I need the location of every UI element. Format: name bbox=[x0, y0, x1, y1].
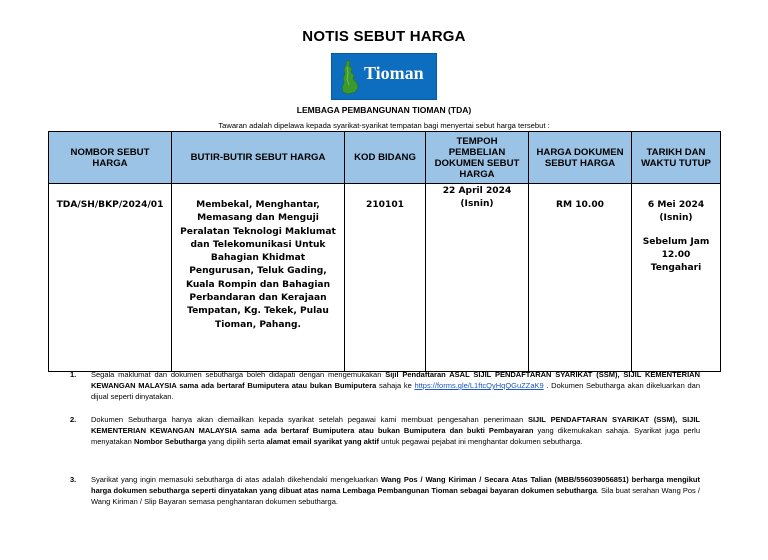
note-number: 3. bbox=[70, 475, 77, 484]
cell-tarikh bbox=[632, 184, 721, 372]
agency-name: LEMBAGA PEMBANGUNAN TIOMAN (TDA) bbox=[296, 105, 472, 115]
header-tarikh: TARIKH DAN WAKTU TUTUP bbox=[632, 132, 721, 184]
tempoh-date: 22 April 2024 bbox=[442, 186, 512, 196]
tarikh-date: 6 Mei 2024 bbox=[647, 200, 705, 210]
note-2 bbox=[70, 414, 700, 447]
tempoh-day: (Isnin) bbox=[460, 199, 494, 210]
logo-text: Tioman bbox=[364, 63, 424, 83]
tarikh-time: Sebelum Jam 12.00 Tengahari bbox=[642, 236, 710, 274]
tarikh-day: (Isnin) bbox=[659, 213, 693, 224]
page-title: NOTIS SEBUT HARGA bbox=[302, 28, 466, 45]
quotation-table bbox=[48, 131, 721, 372]
note-1 bbox=[70, 369, 700, 402]
header-tempoh: TEMPOH PEMBELIAN DOKUMEN SEBUT HARGA bbox=[426, 132, 529, 184]
note-body: Dokumen Sebutharga hanya akan diemailkan kepada syarikat setelah pegawai kami membuat pengesahan penerimaan SIJIL PENDAFTARAN SYARIKAT (SSM), SIJIL KEMENTERIAN KEWANGAN MALAYSIA sama ada bertaraf Bumiputera atau bukan Bumiputera dan bukti Pembayaran yang dikemukakan sahaja. Syarikat juga perlu menyatakan Nombor Sebutharga yang dipilih serta alamat email syarikat yang aktif untuk pegawai pejabat ini menghantar dokumen sebutharga. bbox=[91, 415, 701, 446]
note-number: 2. bbox=[70, 415, 77, 424]
tioman-logo bbox=[331, 53, 437, 100]
island-icon bbox=[340, 59, 360, 95]
header-butir: BUTIR-BUTIR SEBUT HARGA bbox=[172, 132, 345, 184]
table-row bbox=[49, 184, 721, 372]
intro-text: Tawaran adalah dipelawa kepada syarikat-syarikat tempatan bagi menyertai sebut harga tersebut : bbox=[218, 121, 550, 130]
note-body: Segala maklumat dan dokumen sebutharga boleh didapati dengan mengemukakan Sijil Pendaftaran ASAL SIJIL PENDAFTARAN SYARIKAT (SSM), SIJIL KEMENTERIAN KEWANGAN MALAYSIA sama ada bertaraf Bumiputera atau bukan Bumiputera sahaja ke https://forms.gle/L1ftcQyHqQGuZZaK9 . Dokumen Sebutharga akan dikeluarkan dan dijual seperti dinyatakan. bbox=[91, 370, 700, 401]
header-nombor: NOMBOR SEBUT HARGA bbox=[49, 132, 172, 184]
header-kod: KOD BIDANG bbox=[345, 132, 426, 184]
cell-kod: 210101 bbox=[345, 184, 426, 372]
cell-harga: RM 10.00 bbox=[529, 184, 632, 372]
note-number: 1. bbox=[70, 370, 77, 379]
note-3 bbox=[70, 474, 700, 507]
cell-tempoh bbox=[426, 184, 529, 372]
form-link[interactable]: https://forms.gle/L1ftcQyHqQGuZZaK9 bbox=[414, 381, 544, 390]
cell-nombor: TDA/SH/BKP/2024/01 bbox=[49, 184, 172, 372]
cell-butir: Membekal, Menghantar, Memasang dan Menguji Peralatan Teknologi Maklumat dan Telekomunikasi Untuk Bahagian Khidmat Pengurusan, Teluk Gading, Kuala Rompin dan Bahagian Perbandaran dan Kerajaan Tempatan, Kg. Tekek, Pulau Tioman, Pahang. bbox=[172, 184, 345, 372]
table-header-row bbox=[49, 132, 721, 184]
header-harga: HARGA DOKUMEN SEBUT HARGA bbox=[529, 132, 632, 184]
note-body: Syarikat yang ingin memasuki sebutharga di atas adalah dikehendaki mengeluarkan Wang Pos / Wang Kiriman / Secara Atas Talian (MBB/556039056851) berharga mengikut harga dokumen sebutharga seperti dinyatakan yang dibuat atas nama Lembaga Pembangunan Tioman sebagai bayaran dokumen sebutharga. Sila buat serahan Wang Pos / Wang Kiriman / Slip Bayaran semasa penghantaran dokumen sebutharga. bbox=[91, 475, 700, 506]
